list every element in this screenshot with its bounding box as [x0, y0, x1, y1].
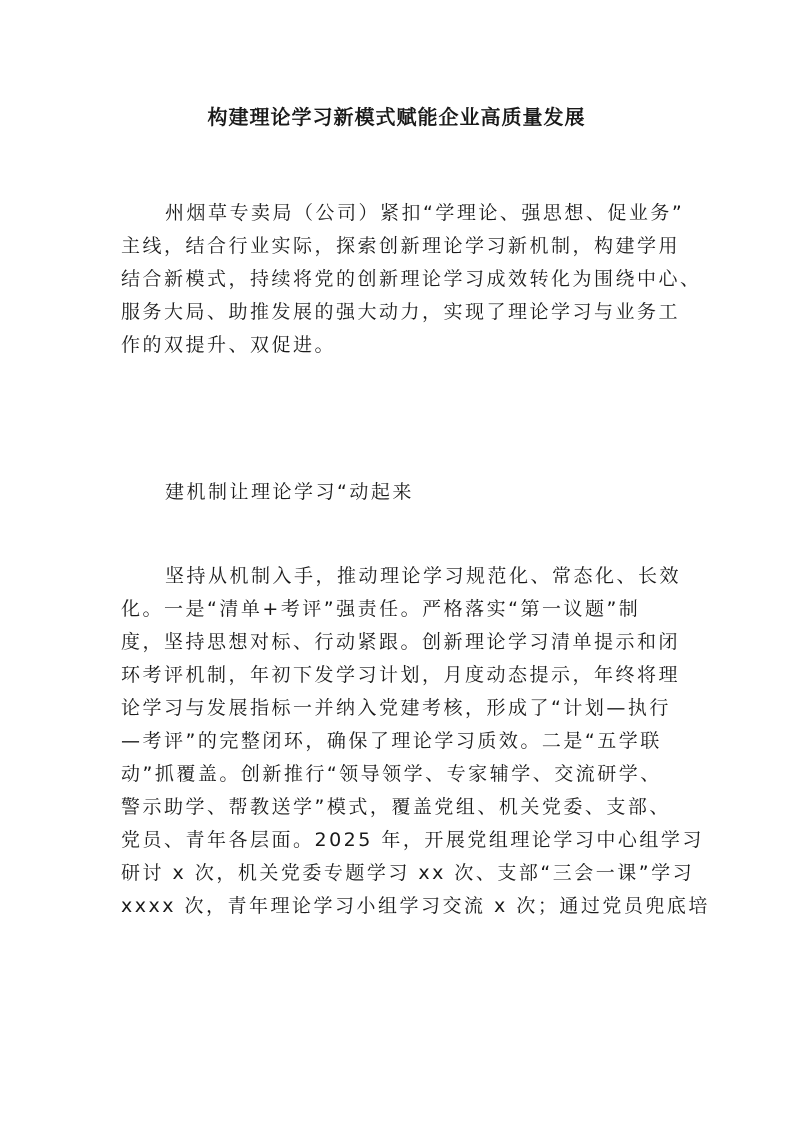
paragraph-line: —考评”的完整闭环，确保了理论学习质效。二是“五学联	[121, 730, 662, 752]
paragraph-line: 环考评机制，年初下发学习计划，月度动态提示，年终将理	[121, 664, 681, 686]
paragraph-line: 动”抓覆盖。创新推行“领导领学、专家辅学、交流研学、	[121, 763, 662, 785]
paragraph-line: 警示助学、帮教送学”模式，覆盖党组、机关党委、支部、	[121, 796, 671, 818]
section-heading	[121, 476, 677, 509]
paragraph-line: 化。一是“清单+考评”强责任。严格落实“第一议题”制	[121, 598, 641, 620]
paragraph-line: xxxx 次，青年理论学习小组学习交流 x 次；通过党员兜底培	[121, 895, 710, 917]
section-heading-text: 建机制让理论学习“动起来	[165, 481, 414, 503]
paragraph-line: 坚持从机制入手，推动理论学习规范化、常态化、长效	[165, 565, 682, 587]
paragraph-line: 度，坚持思想对标、行动紧跟。创新理论学习清单提示和闭	[121, 631, 681, 653]
paragraph-line: 党员、青年各层面。2025 年，开展党组理论学习中心组学习	[121, 829, 704, 851]
intro-paragraph	[121, 197, 702, 362]
body-paragraph	[121, 560, 710, 923]
paragraph-line: 主线，结合行业实际，探索创新理论学习新机制，构建学用	[121, 235, 681, 257]
paragraph-line: 作的双提升、双促进。	[121, 334, 337, 356]
paragraph-line: 服务大局、助推发展的强大动力，实现了理论学习与业务工	[121, 301, 681, 323]
paragraph-line: 结合新模式，持续将党的创新理论学习成效转化为围绕中心、	[121, 268, 702, 290]
paragraph-line: 州烟草专卖局（公司）紧扣“学理论、强思想、促业务”	[165, 202, 685, 224]
document-title: 构建理论学习新模式赋能企业高质量发展	[207, 105, 586, 129]
paragraph-line: 论学习与发展指标一并纳入党建考核，形成了“计划—执行	[121, 697, 671, 719]
paragraph-line: 研讨 x 次，机关党委专题学习 xx 次、支部“三会一课”学习	[121, 862, 695, 884]
